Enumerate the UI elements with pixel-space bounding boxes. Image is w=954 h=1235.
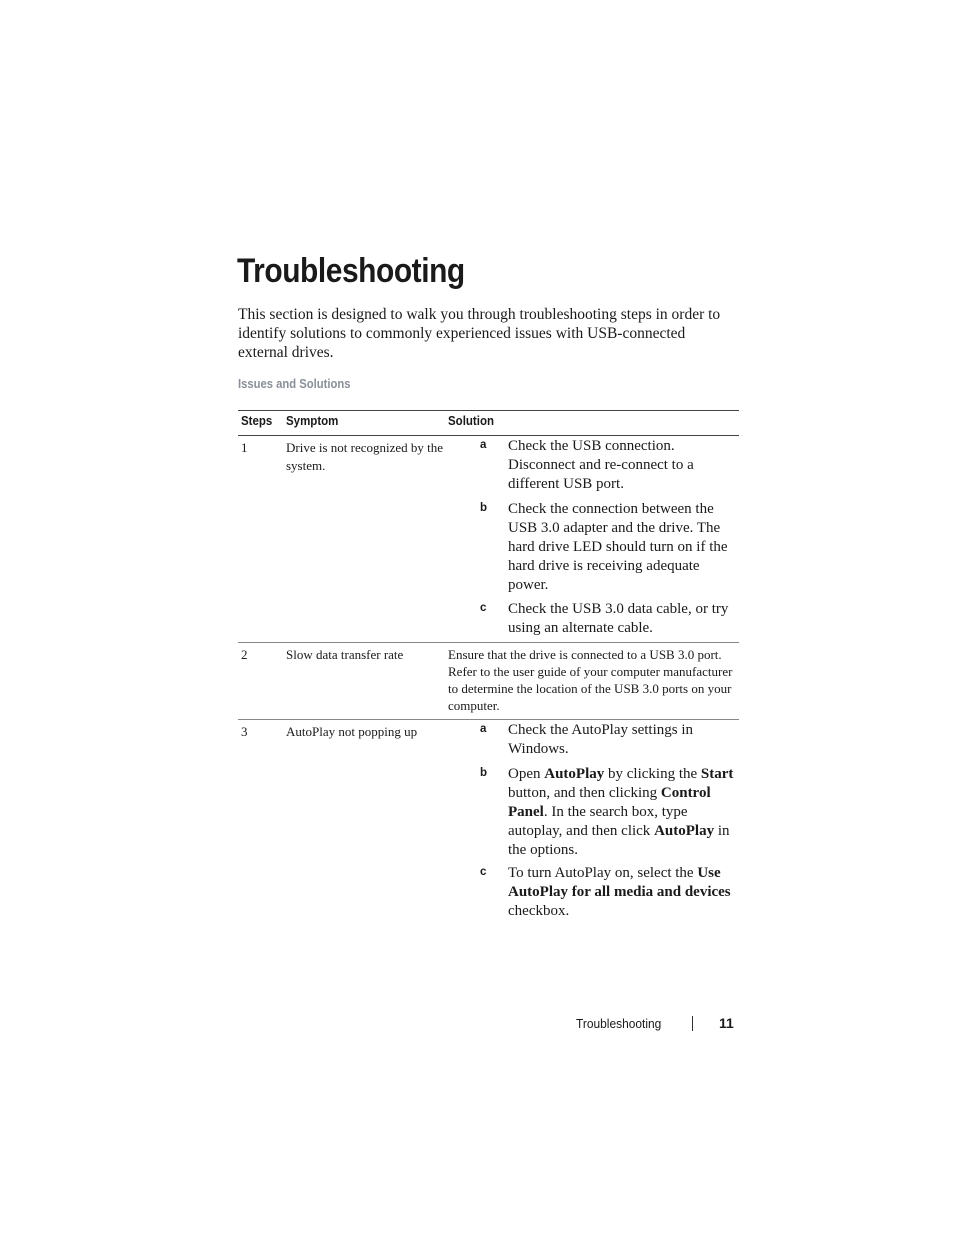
page-number: 11 [719,1015,734,1031]
row-symptom: Slow data transfer rate [286,647,404,662]
row-solution: Ensure that the drive is connected to a USB 3.0 port. Refer to the user guide of your computer manufacturer to determine the location of the USB 3.0 ports on your computer. [448,647,733,713]
row-step: 1 [241,440,248,455]
ui-term-control-panel: Control Panel [508,785,711,820]
solution-letter: b [480,502,488,514]
row-symptom: AutoPlay not popping up [286,724,418,739]
intro-paragraph: This section is designed to walk you through troubleshooting steps in order to identify solutions to commonly experienced issues with USB-connected external drives. [238,306,721,361]
solution-letter: c [480,602,487,614]
header-solution: Solution [448,414,494,428]
table-row [238,436,739,642]
table-row [238,643,739,719]
footer-section-label: Troubleshooting [576,1016,662,1031]
text-run: checkbox. [508,903,570,919]
row-step: 3 [241,724,248,739]
solution-letter: c [480,866,487,878]
row-step: 2 [241,647,248,662]
header-symptom: Symptom [286,414,339,428]
solution-text [508,864,740,921]
table-caption: Issues and Solutions [238,377,351,391]
ui-term-start: Start [700,766,734,782]
solution-letter: a [480,723,487,735]
ui-term-use-autoplay: Use AutoPlay for all media and devices [508,865,731,900]
text-run: in the options. [508,823,730,858]
table-header-row [238,411,739,435]
ui-term-autoplay: AutoPlay [544,766,605,782]
solution-letter: b [480,767,488,779]
row-symptom: Drive is not recognized by the system. [286,440,444,473]
issues-table [238,410,739,930]
table-row [238,720,739,930]
text-run: To turn AutoPlay on, select the [508,865,698,881]
ui-term-autoplay: AutoPlay [654,823,715,839]
solution-text: Check the AutoPlay settings in Windows. [508,722,693,757]
footer-separator [692,1016,693,1031]
solution-text [508,765,740,860]
solution-text: Check the USB connection. Disconnect and re-connect to a different USB port. [508,438,694,492]
page-title: Troubleshooting [237,252,465,290]
header-steps: Steps [241,414,273,428]
solution-text: Check the USB 3.0 data cable, or try using an alternate cable. [508,601,729,636]
text-run: . In the search box, type autoplay, and then click [508,804,688,839]
text-run: by clicking the [604,766,701,782]
text-run: button, and then clicking [508,785,661,801]
solution-letter: a [480,439,487,451]
solution-text: Check the connection between the USB 3.0 adapter and the drive. The hard drive LED should turn on if the hard drive is receiving adequate power. [508,501,728,593]
text-run: Open [508,766,545,782]
